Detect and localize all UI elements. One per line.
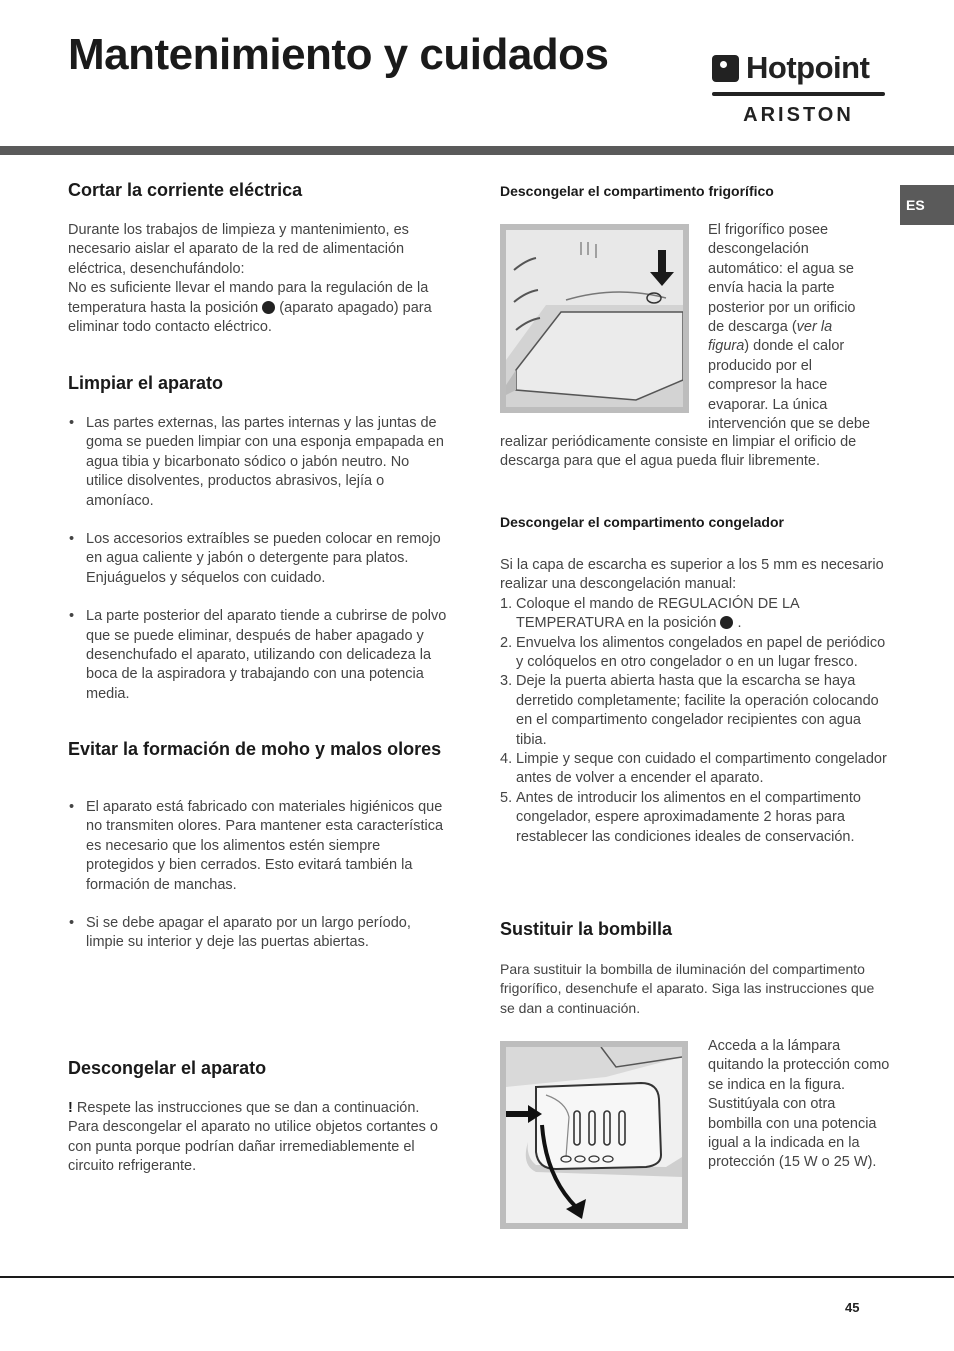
logo-brand: Hotpoint [746,50,870,85]
fridge-side-line: El frigorífico posee [708,222,829,238]
power-p2-end: (aparato apagado) para eliminar todo contacto eléctrico. [68,299,432,336]
logo-bar [712,92,885,96]
clean-list [68,414,450,704]
bulb-intro: Para sustituir la bombilla de iluminación del compartimento frigorífico, desenchufe el aparato. Siga las instrucciones que se dan a continuación. [500,961,875,1016]
page-number: 45 [845,1300,860,1315]
logo-sub: ARISTON [743,104,854,126]
clean-item: • La parte posterior del aparato tiende a cubrirse de polvo que se puede eliminar, después de haber apagado y desenchufado el aparato, utilizando con delicadeza la boca de la aspiradora y trabajando con una potencia media. [68,607,450,704]
step-text: Envuelva los alimentos congelados en papel de periódico y colóquelos en otro congelador o en un lugar fresco. [516,634,886,671]
fridge-side-line: producido por el [708,357,812,374]
section-title-freezer-defrost: Descongelar el compartimento congelador [500,514,784,530]
clean-item: • Las partes externas, las partes internas y las juntas de goma se pueden limpiar con una esponja empapada en agua tibia y bicarbonato sódico o jabón neutro. No utilice disolventes, productos abrasivos, lejía o amoníaco. [68,414,450,511]
header-divider [0,146,954,155]
fridge-side-line: envía hacia la parte [708,280,835,297]
bulb-illustration [506,1047,682,1223]
freezer-steps [500,595,890,847]
fridge-side-line: automático: el agua se [708,260,854,277]
language-tab: ES [900,185,954,225]
power-p2-start: No es suficiente llevar el mando para la regulación de la temperatura hasta la posición [68,280,429,316]
freezer-intro: Si la capa de escarcha es superior a los 5 mm es necesario realizar una descongelación manual: [500,557,884,593]
step-text-end: . [737,615,742,632]
page-title: Mantenimiento y cuidados [68,30,609,79]
fridge-side-text: ) donde el calor [744,338,845,355]
fridge-side-line [708,318,893,337]
section-title-fridge-defrost: Descongelar el compartimento frigorífico [500,183,774,199]
brand-logo [712,50,888,126]
step-number: 1. [500,595,513,612]
defrost-warning [68,1099,452,1177]
fridge-defrost-full: realizar periódicamente consiste en limpiar el orificio de descarga para que el agua pueda fluir libremente. [500,434,857,470]
step-text: Coloque el mando de REGULACIÓN DE LA TEMPERATURA en la posición [516,595,799,632]
footer-divider [0,1276,954,1278]
section-title-mold: Evitar la formación de moho y malos olores [68,739,442,759]
defrost-warning-text: Respete las instrucciones que se dan a continuación. Para descongelar el aparato no utilice objetos cortantes o con punta porque podrían dañar irremediablemente el circuito refrigerante. [68,1100,438,1175]
fridge-side-line: descongelación [708,241,809,258]
fridge-side-line: evaporar. La única [708,396,828,413]
freezer-defrost-body [500,556,890,847]
fridge-drain-figure [500,224,689,413]
fridge-side-italic: figura [708,338,745,355]
fridge-side-italic: ver la [796,319,833,336]
fridge-side-line: intervención que se debe [708,416,871,433]
section-power-body [68,221,450,337]
warning-mark: ! [68,1100,73,1116]
power-paragraph-1: Durante los trabajos de limpieza y mantenimiento, es necesario aislar el aparato de la red de alimentación eléctrica, desenchufándolo: [68,222,409,277]
section-title-bulb: Sustituir la bombilla [500,919,673,939]
fridge-side-line: compresor la hace [708,377,828,394]
fridge-side-text: de descarga ( [708,319,797,336]
step-text: Limpie y seque con cuidado el compartimento congelador antes de volver a encender el aparato. [516,751,887,787]
off-position-dot-icon [262,301,275,314]
fridge-side-line: posterior por un orificio [708,299,856,316]
off-position-dot-icon [720,616,733,629]
bulb-instructions: Acceda a la lámpara quitando la protección como se indica en la figura. Sustitúyala con otra bombilla con una potencia igual a la indicada en la protección (15 W o 25 W). [708,1038,890,1171]
section-title-defrost: Descongelar el aparato [68,1058,267,1078]
step-number: 5. [500,789,513,806]
step-number: 2. [500,634,513,651]
freezer-step [500,789,890,847]
mold-list [68,798,450,953]
fridge-defrost-side [708,221,893,434]
step-number: 4. [500,751,513,768]
fridge-drain-illustration [506,230,683,407]
bulb-figure [500,1041,688,1229]
fridge-side-line [708,337,893,356]
step-text: Deje la puerta abierta hasta que la escarcha se haya derretido completamente; facilite la operación colocando en el compartimento congelador recipientes con agua tibia. [516,673,879,748]
power-paragraph-2 [68,279,450,337]
mold-item: • Si se debe apagar el aparato por un largo período, limpie su interior y deje las puertas abiertas. [68,914,450,953]
mold-item: • El aparato está fabricado con materiales higiénicos que no transmiten olores. Para mantener esta característica es necesario que los alimentos estén siempre protegidos y bien cerrados. Esto evitará también la formación de manchas. [68,798,450,895]
freezer-step [500,595,890,634]
logo-icon [712,55,739,82]
step-number: 3. [500,673,513,690]
clean-item: • Los accesorios extraíbles se pueden colocar en remojo en agua caliente y jabón o detergente para platos. Enjuáguelos y séquelos con cuidado. [68,530,450,588]
section-title-clean: Limpiar el aparato [68,373,224,393]
freezer-step [500,672,890,750]
step-text: Antes de introducir los alimentos en el compartimento congelador, espere aproximadamente 2 horas para restablecer las condiciones ideales de conservación. [516,789,861,845]
freezer-step [500,750,890,789]
section-title-power: Cortar la corriente eléctrica [68,180,303,200]
freezer-step [500,634,890,673]
